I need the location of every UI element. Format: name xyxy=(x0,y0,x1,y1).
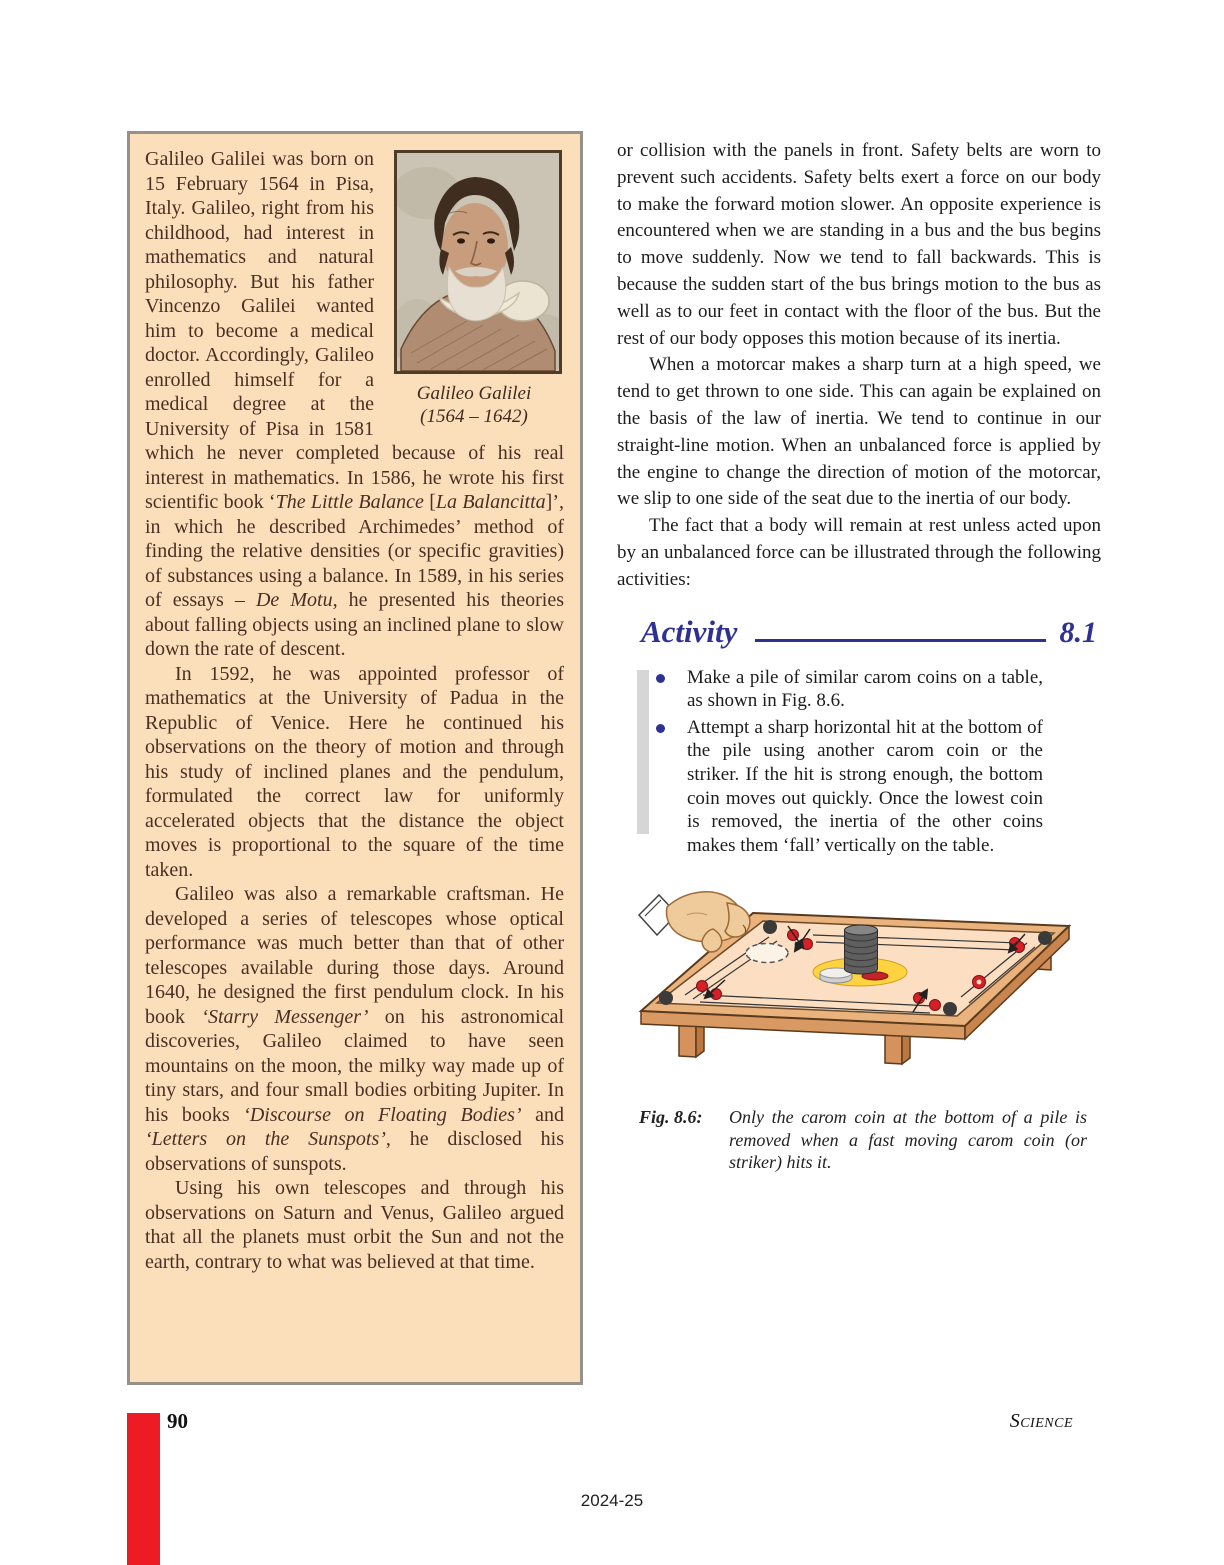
activity-heading xyxy=(641,614,1097,650)
galileo-portrait-figure xyxy=(384,150,564,428)
footer-red-bar xyxy=(127,1413,160,1565)
activity-underline xyxy=(755,639,1045,642)
bio-paragraph-2: In 1592, he was appointed professor of mathematics at the University of Padua in the Republic of Venice. Here he continued his observations on the theory of motion and through his study of inclined planes and the pendulum, formulated the correct law for uniformly accelerated objects that the distance the object moves is proportional to the square of the time taken. xyxy=(145,662,564,881)
activity-number: 8.1 xyxy=(1059,615,1097,649)
activity-steps-list xyxy=(637,666,1043,858)
activity-step-1 xyxy=(687,666,1043,713)
portrait-caption-years: (1564 – 1642) xyxy=(420,406,528,427)
figure-caption-text: Only the carom coin at the bottom of a pile is removed when a fast moving carom coin (or striker) hits it. xyxy=(729,1107,1087,1173)
bullet-dot xyxy=(656,674,665,683)
galileo-portrait-sketch xyxy=(397,153,559,371)
page-number: 90 xyxy=(167,1409,188,1433)
main-column xyxy=(617,138,1101,1174)
edition-year-label: 2024-25 xyxy=(580,1491,644,1510)
figure-label: Fig. 8.6: xyxy=(639,1107,703,1128)
carom-board-drawing xyxy=(617,885,1095,1085)
figure-caption xyxy=(639,1106,1087,1174)
activity-side-bar xyxy=(637,670,649,835)
activity-step-1-text: Make a pile of similar carom coins on a table, as shown in Fig. 8.6. xyxy=(687,666,1043,712)
body-paragraph-1: or collision with the panels in front. Safety belts are worn to prevent such accidents. Safety belts exert a force on our body to make the forward motion slower. An opposite experience is encountered when we are standing in a bus and the bus begins to move suddenly. Now we tend to fall backwards. This is because the sudden start of the bus brings motion to the bus as well as to our feet in contact with the floor of the bus. But the rest of our body opposes this motion because of its inertia. xyxy=(617,140,1101,349)
activity-step-2-text: Attempt a sharp horizontal hit at the bottom of the pile using another carom coin or the striker. If the hit is strong enough, the bottom coin moves out quickly. Once the lowest coin is removed, the inertia of the other coins makes them ‘fall’ vertically on the table. xyxy=(687,716,1043,856)
book-title-science: Science xyxy=(1009,1410,1073,1432)
bio-paragraph-3: Galileo was also a remarkable craftsman. He developed a series of telescopes whose optical performance was much better than that of other telescopes available during those days. Around 1640, he designed the first pendulum clock. In his book ‘Starry Messenger’ on his astronomical discoveries, Galileo claimed to have seen mountains on the moon, the milky way made up of tiny stars, and four small bodies orbiting Jupiter. In his books ‘Discourse on Floating Bodies’ and ‘Letters on the Sunspots’, he disclosed his observations of sunspots. xyxy=(145,883,565,1175)
galileo-portrait xyxy=(394,150,562,374)
portrait-caption xyxy=(384,382,564,428)
bio-paragraph-1-text: Galileo Galilei was born on 15 February 1564 in Pisa, Italy. Galileo, right from his childhood, had interest in mathematics and natural philosophy. But his father Vincenzo Galilei wanted him to become a medical doctor. Accordingly, Galileo enrolled himself for a medical degree at the University of Pisa in 1581 which he never completed because of his real interest in mathematics. In 1586, he wrote his first scientific book ‘The Little Balance [La Balancitta]’, in which he described Archimedes’ method of finding the relative densities (or specific gravities) of substances using a balance. In 1589, in his series of essays – De Motu, he presented his theories about falling objects using an inclined plane to slow down the rate of descent. xyxy=(145,148,564,660)
portrait-caption-name: Galileo Galilei xyxy=(416,383,532,404)
galileo-bio-box xyxy=(127,131,583,1385)
activity-step-2 xyxy=(687,716,1043,858)
carom-board-figure xyxy=(617,885,1095,1090)
bio-paragraph-4: Using his own telescopes and through his observations on Saturn and Venus, Galileo argued that all the planets must orbit the Sun and not the earth, contrary to what was believed at that time. xyxy=(145,1177,564,1273)
body-paragraph-3: The fact that a body will remain at rest unless acted upon by an unbalanced force can be illustrated through the following activities: xyxy=(617,515,1101,590)
striker-coin xyxy=(746,944,788,963)
bullet-dot xyxy=(656,724,665,733)
body-paragraph-2: When a motorcar makes a sharp turn at a high speed, we tend to get thrown to one side. This can again be explained on the basis of the law of inertia. We tend to continue in our straight-line motion. When an unbalanced force is applied by the engine to change the direction of motion of the motorcar, we slip to one side of the seat due to the inertia of our body. xyxy=(617,354,1101,510)
bio-paragraph-1 xyxy=(145,147,564,662)
body-text xyxy=(617,138,1101,594)
activity-label: Activity xyxy=(641,613,738,649)
